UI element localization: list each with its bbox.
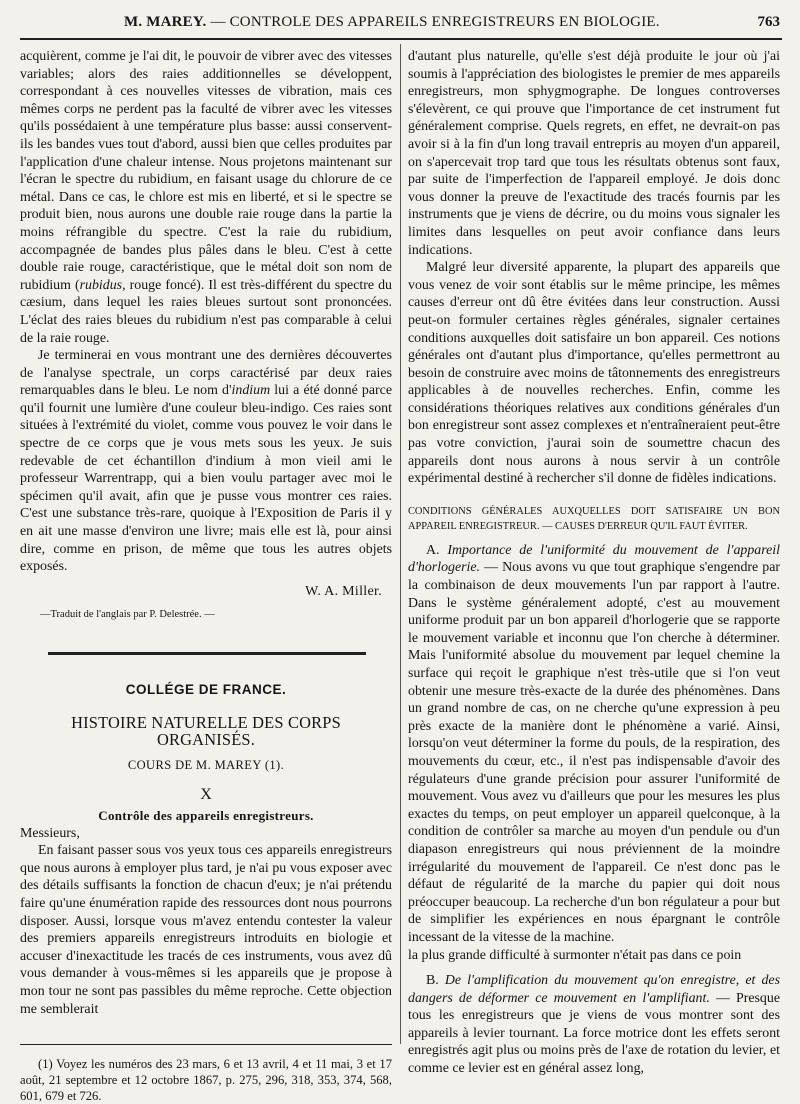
text-run: lui a été donné parce qu'il fournit une lumière d'une couleur bleu-indigo. Ces raies sont situées à l'extrémité du violet, comme vous pouvez le voir dans le spectre de ce corps que je vous mets sous les yeux. Je suis redevable de cet échantillon d'indium à mon vieil ami le professeur Warrentrapp, qui a bien voulu partager avec moi le spécimen qu'il avait, afin que je pusse vous montrer ces raies. C'est une substance très-rare, quoique à l'Exposition de Paris il y en ait une masse d'environ une livre; mais elle est là, pour ainsi dire, comme en prison, de même que tous les autres objets exposés. <box>20 383 392 575</box>
lecture-number: X <box>200 786 212 804</box>
item-label: B. <box>426 973 445 989</box>
text-run: , rouge foncé). Il est très-différent du spectre du cæsium, dans lequel les raies bleues surtout sont prononcées. L'éclat des raies bleues du rubidium n'est pas comparable à celui de la raie rouge. <box>20 277 393 346</box>
text-run: — Nous avons vu que tout graphique s'engendre par la combinaison de deux mouvements l'un par rapport à l'autre. Dans le système généralement adopté, c'est au mouvement uniforme produit par un bon appareil d'horlogerie que se rapporte le mouvement variable et inconnu que l'on cherche à déterminer. Mais l'uniformité absolue du mouvement par lequel chemine la surface qui reçoit le graphique n'est très-utile que si l'on veut obtenir une mesure très-exacte de la durée des phénomènes. Dans un grand nombre de cas, on ne cherche qu'une expression à peu près exacte de la manière dont le phénomène a varié. Ainsi, lorsqu'on veut déterminer la forme du pouls, de la respiration, des mouvements du cœur, etc., il n'est pas indispensable d'avoir des régulateurs d'une grande précision pour assurer l'uniformité de mouvement. Vous avez vu d'ailleurs que pour les mesures les plus exactes du temps, on peut employer un appareil quelconque, à la condition de contrôler sa marche au moyen d'un pendule ou d'un diapason enregistreurs qui nous préviennent de la moindre irrégularité du mouvement de l'appareil. Ce n'est donc pas le défaut de régularité de la marche du papier qui doit nous préoccuper beaucoup. La recherche d'un bon régulateur a pour but de simplifier les expériences en nous épargnant le contrôle incessant de la vitesse de la machine. <box>408 560 780 945</box>
section-heading-text: CONDITIONS GÉNÉRALES AUXQUELLES DOIT SATISFAIRE UN BON APPAREIL ENREGISTREUR. — CAUSES D'ERREUR QU'IL FAUT ÉVITER. <box>408 505 780 532</box>
column-divider <box>400 44 401 1044</box>
paragraph-fragment: la plus grande difficulté à surmonter n'était pas dans ce poin <box>408 947 742 963</box>
section-divider <box>48 652 366 655</box>
page-number: 763 <box>757 14 780 30</box>
translation-note: —Traduit de l'anglais par P. Delestrée. — <box>40 609 215 621</box>
footnote-rule <box>20 1044 392 1045</box>
left-column <box>20 48 392 1104</box>
paragraph: Malgré leur diversité apparente, la plupart des appareils que vous venez de voir sont établis sur le même principe, les mêmes causes d'erreur ont dû être évitées dans leur construction. Aussi peut-on formuler certaines règles générales, signaler certaines conditions auxquelles doit satisfaire un bon appareil. Ces notions générales ont d'autant plus d'importance, qu'elles permettront au besoin de construire avec moins de tâtonnements des enregistreurs applicables à de nouvelles recherches. Enfin, comme les considérations théoriques relatives aux conditions générales d'un bon enregistreur sont assez complexes et n'entraîneraient peut-être pas votre conviction, j'aurai soin de soumettre chacun des appareils dont nous aurons à nous servir à un contrôle expérimental destiné à rechercher s'il donne de fidèles indications. <box>408 260 780 487</box>
running-title <box>124 14 660 31</box>
paragraph <box>408 542 780 947</box>
section-heading <box>408 504 780 534</box>
right-column <box>408 48 780 1078</box>
italic-heading: De l'amplification du mouvement qu'on enregistre, et des dangers de déformer ce mouvement en l'amplifiant. <box>408 973 780 1006</box>
course-title: HISTOIRE NATURELLE DES CORPS ORGANISÉS. <box>71 712 341 750</box>
paragraph <box>20 48 392 347</box>
footnote <box>20 1057 392 1104</box>
author-signature: W. A. Miller. <box>305 583 382 599</box>
footnote-text: (1) Voyez les numéros des 23 mars, 6 et 13 avril, 4 et 11 mai, 3 et 17 août, 21 septembre et 12 octobre 1867, p. 275, 296, 318, 353, 374, 568, 601, 679 et 726. <box>20 1057 392 1103</box>
text-run: — Presque tous les enregistreurs que je viens de vous montrer sont des appareils à levier tournant. La force motrice dont les effets seront enregistrés agit plus ou moins près de l'axe de rotation du levier, et comme ce levier est en général assez long, <box>408 990 780 1077</box>
text-run: acquièrent, comme je l'ai dit, le pouvoir de vibrer avec des vitesses variables; alors des raies additionnelles se développent, correspondant à ces nouvelles vitesses de vibration, mais ces mêmes corps ne perdent pas la faculté de vibrer avec les vitesses qu'ils possédaient à une température plus basse: aussi conservent-ils les bandes vues tout d'abord, aussi bien que celles produites par l'application d'une chaleur intense. Nous projetons maintenant sur l'écran le spectre du rubidium, en faisant usage du chlorure de ce métal. Dans ce cas, le chlore est mis en liberté, et si le spectre se produit bien, nous aurons une double raie rouge dans la partie la moins réfrangible du spectre. C'est la raie du rubidium, accompagnée de bandes plus pâles dans le bleu. C'est à cette double raie rouge, caractéristique, que le métal doit son nom de rubidium ( <box>20 49 392 293</box>
italic-term: indium <box>231 383 271 399</box>
institution-title: COLLÉGE DE FRANCE. <box>125 682 287 697</box>
running-header <box>20 14 780 34</box>
italic-term: rubidus <box>79 277 123 293</box>
italic-heading: Importance de l'uniformité du mouvement de l'appareil d'horlogerie. <box>408 542 781 576</box>
paragraph <box>20 347 392 576</box>
header-title-text: — CONTROLE DES APPAREILS ENREGISTREURS EN BIOLOGIE. <box>206 14 660 30</box>
text-run: Je terminerai en vous montrant une des dernières découvertes de l'analyse spectrale, un corps caractérisé par deux raies remarquables dans le bleu. Le nom d' <box>20 348 392 399</box>
paragraph: d'autant plus naturelle, qu'elle s'est déjà produite le jour où j'ai soumis à l'appréciation des biologistes le premier de mes appareils enregistreurs, mon sphygmographe. De longues controverses s'élevèrent, ce qui prouve que l'importance de cet instrument fut généralement comprise. Quels regrets, en effet, ne devrait-on pas avoir si à la fin d'un long travail entrepris au moyen d'un appareil, on s'apercevait trop tard que tous les résultats obtenus sont faux, par suite de l'imperfection de l'appareil employé. Je dois donc vous donner la preuve de l'exactitude des tracés fournis par les instruments que je viens de décrire, ou du moins vous signaler les limites dans lesquelles on peut avoir confiance dans leurs indications. <box>408 49 780 258</box>
header-rule <box>20 38 782 40</box>
item-label: A. <box>426 542 448 558</box>
lecture-title: Contrôle des appareils enregistreurs. <box>98 807 314 823</box>
course-byline: COURS DE M. MAREY (1). <box>127 757 285 772</box>
salutation: Messieurs, <box>20 825 80 841</box>
author-name: M. MAREY. <box>124 14 207 30</box>
paragraph: En faisant passer sous vos yeux tous ces appareils enregistreurs que nous aurons à employer plus tard, je n'ai pu vous exposer avec des détails suffisants la fonction de chacun d'eux; je n'ai prétendu faire qu'une énumération rapide des ressources dont nous pourrons disposer. Aussi, lorsque vous m'avez entendu contester la valeur des premiers appareils enregistreurs introduits en biologie et accuser d'inexactitude les tracés de ces instruments, vous avez dû vous demander à vous-mêmes si les appareils que je propose à mon tour ne sont pas passibles du même reproche. Cette objection me semblerait <box>20 843 392 1017</box>
paragraph <box>408 972 780 1078</box>
